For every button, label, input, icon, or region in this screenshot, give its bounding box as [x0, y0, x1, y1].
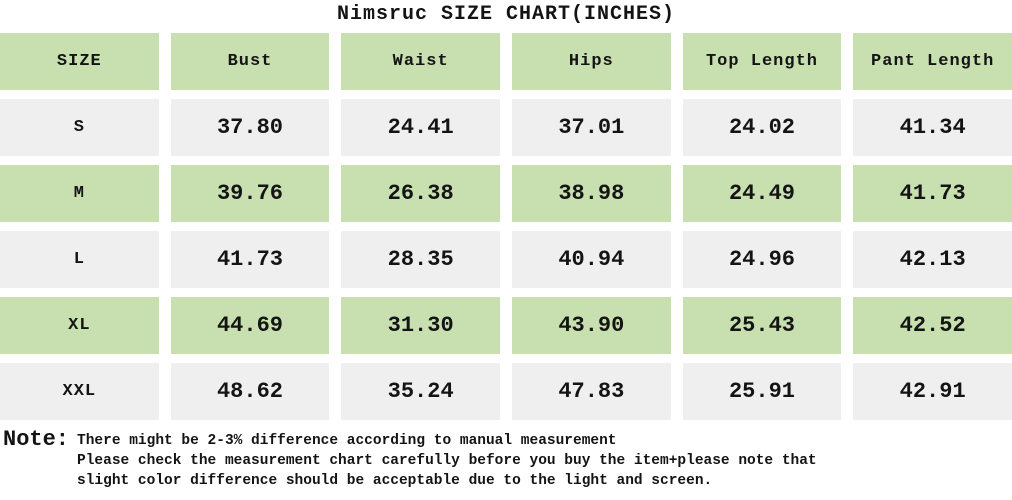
table-cell: 37.80	[171, 99, 330, 156]
table-cell: 24.41	[341, 99, 500, 156]
table-cell: 44.69	[171, 297, 330, 354]
table-cell: 24.02	[683, 99, 842, 156]
table-cell: 41.34	[853, 99, 1012, 156]
table-row-size: S	[0, 99, 159, 156]
table-cell: 47.83	[512, 363, 671, 420]
table-cell: 28.35	[341, 231, 500, 288]
table-cell: 40.94	[512, 231, 671, 288]
note-line: There might be 2-3% difference according to manual measurement	[77, 433, 617, 449]
table-cell: 39.76	[171, 165, 330, 222]
note-section	[0, 429, 1012, 491]
column-header: SIZE	[0, 33, 159, 90]
table-cell: 41.73	[853, 165, 1012, 222]
table-cell: 42.13	[853, 231, 1012, 288]
table-cell: 42.52	[853, 297, 1012, 354]
table-cell: 38.98	[512, 165, 671, 222]
column-header: Hips	[512, 33, 671, 90]
column-header: Bust	[171, 33, 330, 90]
table-cell: 24.49	[683, 165, 842, 222]
table-cell: 25.43	[683, 297, 842, 354]
table-cell: 31.30	[341, 297, 500, 354]
size-chart-table	[0, 33, 1012, 420]
table-row-size: XL	[0, 297, 159, 354]
page-title: Nimsruc SIZE CHART(INCHES)	[336, 3, 676, 26]
column-header: Pant Length	[853, 33, 1012, 90]
column-header: Waist	[341, 33, 500, 90]
note-text	[77, 429, 817, 491]
table-row-size: M	[0, 165, 159, 222]
table-cell: 26.38	[341, 165, 500, 222]
table-cell: 24.96	[683, 231, 842, 288]
column-header: Top Length	[683, 33, 842, 90]
table-cell: 43.90	[512, 297, 671, 354]
table-cell: 35.24	[341, 363, 500, 420]
table-cell: 41.73	[171, 231, 330, 288]
note-label: Note:	[3, 427, 70, 452]
table-row-size: L	[0, 231, 159, 288]
table-cell: 25.91	[683, 363, 842, 420]
table-cell: 37.01	[512, 99, 671, 156]
note-line: slight color difference should be acceptable due to the light and screen.	[77, 473, 713, 489]
table-cell: 42.91	[853, 363, 1012, 420]
table-cell: 48.62	[171, 363, 330, 420]
table-row-size: XXL	[0, 363, 159, 420]
note-line: Please check the measurement chart carefully before you buy the item+please note that	[77, 453, 817, 469]
